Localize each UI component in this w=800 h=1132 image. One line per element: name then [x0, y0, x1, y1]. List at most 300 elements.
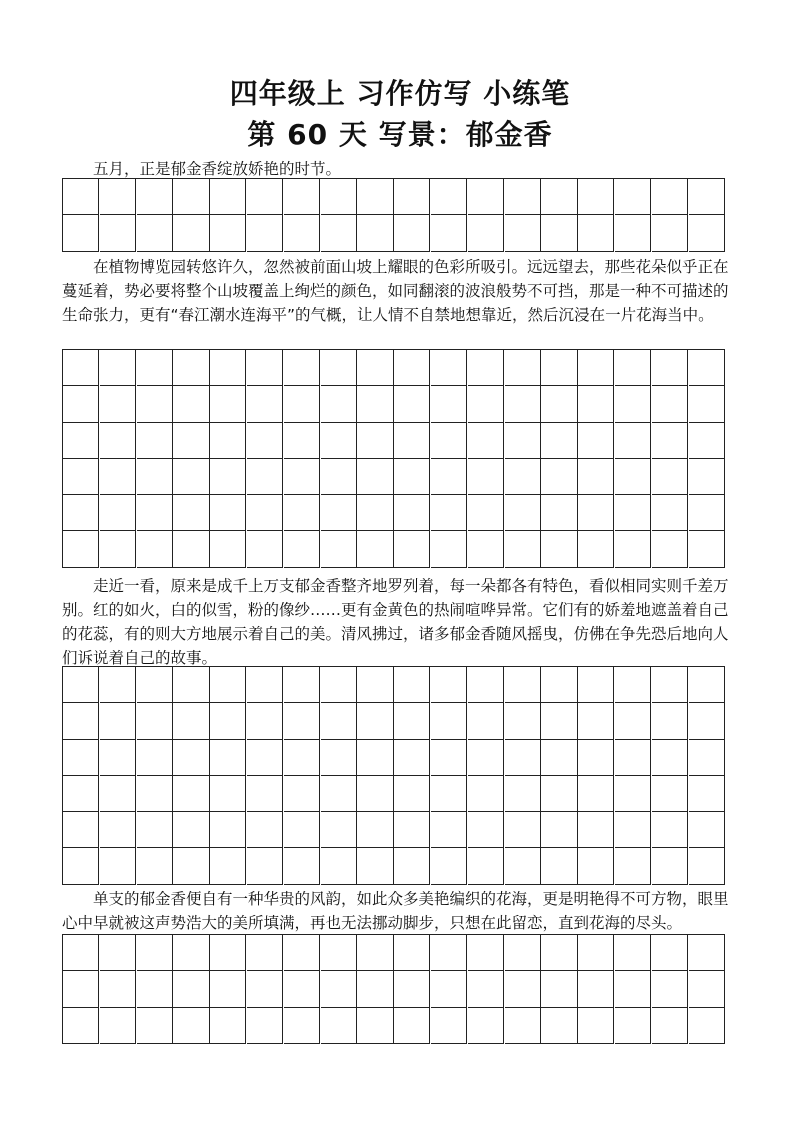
grid-cell[interactable] — [578, 971, 614, 1007]
grid-cell[interactable] — [321, 935, 357, 971]
grid-cell[interactable] — [100, 971, 136, 1007]
grid-cell[interactable] — [284, 740, 320, 776]
grid-cell[interactable] — [541, 740, 577, 776]
grid-cell[interactable] — [431, 1008, 467, 1044]
grid-cell[interactable] — [689, 459, 725, 495]
grid-cell[interactable] — [394, 740, 430, 776]
grid-cell[interactable] — [137, 386, 173, 422]
grid-cell[interactable] — [505, 667, 541, 703]
grid-cell[interactable] — [689, 423, 725, 459]
grid-cell[interactable] — [100, 740, 136, 776]
grid-cell[interactable] — [394, 848, 430, 884]
grid-cell[interactable] — [247, 848, 283, 884]
grid-cell[interactable] — [137, 740, 173, 776]
grid-cell[interactable] — [321, 1008, 357, 1044]
grid-cell[interactable] — [468, 459, 504, 495]
grid-cell[interactable] — [689, 776, 725, 812]
grid-cell[interactable] — [137, 971, 173, 1007]
grid-cell[interactable] — [210, 423, 246, 459]
grid-cell[interactable] — [247, 1008, 283, 1044]
grid-cell[interactable] — [431, 531, 467, 567]
grid-cell[interactable] — [284, 812, 320, 848]
grid-cell[interactable] — [689, 848, 725, 884]
grid-cell[interactable] — [652, 423, 688, 459]
grid-cell[interactable] — [541, 848, 577, 884]
grid-cell[interactable] — [505, 1008, 541, 1044]
grid-cell[interactable] — [137, 350, 173, 386]
grid-cell[interactable] — [63, 848, 99, 884]
grid-cell[interactable] — [578, 848, 614, 884]
grid-cell[interactable] — [284, 350, 320, 386]
grid-cell[interactable] — [394, 703, 430, 739]
grid-cell[interactable] — [63, 386, 99, 422]
grid-cell[interactable] — [431, 703, 467, 739]
grid-cell[interactable] — [357, 350, 393, 386]
grid-cell[interactable] — [63, 531, 99, 567]
grid-cell[interactable] — [284, 215, 320, 251]
grid-cell[interactable] — [173, 386, 209, 422]
grid-cell[interactable] — [357, 935, 393, 971]
grid-cell[interactable] — [541, 1008, 577, 1044]
grid-cell[interactable] — [284, 848, 320, 884]
grid-cell[interactable] — [505, 215, 541, 251]
grid-cell[interactable] — [615, 703, 651, 739]
grid-cell[interactable] — [615, 935, 651, 971]
grid-cell[interactable] — [357, 386, 393, 422]
grid-cell[interactable] — [321, 776, 357, 812]
grid-cell[interactable] — [63, 935, 99, 971]
grid-cell[interactable] — [321, 531, 357, 567]
grid-cell[interactable] — [578, 386, 614, 422]
grid-cell[interactable] — [652, 495, 688, 531]
grid-cell[interactable] — [468, 776, 504, 812]
grid-cell[interactable] — [505, 848, 541, 884]
grid-cell[interactable] — [394, 215, 430, 251]
grid-cell[interactable] — [652, 848, 688, 884]
grid-cell[interactable] — [100, 423, 136, 459]
grid-cell[interactable] — [468, 386, 504, 422]
grid-cell[interactable] — [578, 740, 614, 776]
grid-cell[interactable] — [431, 386, 467, 422]
grid-cell[interactable] — [357, 423, 393, 459]
grid-cell[interactable] — [247, 386, 283, 422]
grid-cell[interactable] — [431, 495, 467, 531]
grid-cell[interactable] — [210, 848, 246, 884]
grid-cell[interactable] — [284, 179, 320, 215]
grid-cell[interactable] — [100, 495, 136, 531]
grid-cell[interactable] — [505, 776, 541, 812]
grid-cell[interactable] — [284, 703, 320, 739]
grid-cell[interactable] — [173, 812, 209, 848]
grid-cell[interactable] — [137, 531, 173, 567]
grid-cell[interactable] — [468, 531, 504, 567]
grid-cell[interactable] — [321, 848, 357, 884]
grid-cell[interactable] — [394, 812, 430, 848]
grid-cell[interactable] — [541, 179, 577, 215]
grid-cell[interactable] — [210, 531, 246, 567]
grid-cell[interactable] — [689, 1008, 725, 1044]
grid-cell[interactable] — [431, 971, 467, 1007]
grid-cell[interactable] — [578, 495, 614, 531]
grid-cell[interactable] — [357, 1008, 393, 1044]
grid-cell[interactable] — [431, 776, 467, 812]
grid-cell[interactable] — [63, 179, 99, 215]
grid-cell[interactable] — [615, 423, 651, 459]
grid-cell[interactable] — [210, 179, 246, 215]
grid-cell[interactable] — [63, 703, 99, 739]
grid-cell[interactable] — [468, 667, 504, 703]
grid-cell[interactable] — [63, 495, 99, 531]
grid-cell[interactable] — [173, 179, 209, 215]
grid-cell[interactable] — [137, 1008, 173, 1044]
grid-cell[interactable] — [63, 350, 99, 386]
grid-cell[interactable] — [247, 667, 283, 703]
grid-cell[interactable] — [100, 848, 136, 884]
grid-cell[interactable] — [615, 776, 651, 812]
grid-cell[interactable] — [173, 740, 209, 776]
grid-cell[interactable] — [321, 971, 357, 1007]
grid-cell[interactable] — [100, 776, 136, 812]
grid-cell[interactable] — [210, 1008, 246, 1044]
grid-cell[interactable] — [63, 740, 99, 776]
grid-cell[interactable] — [137, 215, 173, 251]
grid-cell[interactable] — [505, 935, 541, 971]
grid-cell[interactable] — [173, 350, 209, 386]
grid-cell[interactable] — [394, 971, 430, 1007]
grid-cell[interactable] — [357, 812, 393, 848]
grid-cell[interactable] — [431, 350, 467, 386]
grid-cell[interactable] — [210, 703, 246, 739]
grid-cell[interactable] — [210, 971, 246, 1007]
grid-cell[interactable] — [541, 215, 577, 251]
grid-cell[interactable] — [100, 812, 136, 848]
grid-cell[interactable] — [210, 812, 246, 848]
grid-cell[interactable] — [321, 215, 357, 251]
grid-cell[interactable] — [652, 812, 688, 848]
grid-cell[interactable] — [468, 971, 504, 1007]
grid-cell[interactable] — [247, 423, 283, 459]
grid-cell[interactable] — [431, 423, 467, 459]
grid-cell[interactable] — [652, 179, 688, 215]
grid-cell[interactable] — [505, 350, 541, 386]
grid-cell[interactable] — [173, 423, 209, 459]
grid-cell[interactable] — [578, 215, 614, 251]
grid-cell[interactable] — [63, 215, 99, 251]
grid-cell[interactable] — [357, 215, 393, 251]
grid-cell[interactable] — [505, 703, 541, 739]
grid-cell[interactable] — [357, 459, 393, 495]
grid-cell[interactable] — [615, 667, 651, 703]
grid-cell[interactable] — [357, 495, 393, 531]
grid-cell[interactable] — [541, 667, 577, 703]
grid-cell[interactable] — [652, 459, 688, 495]
grid-cell[interactable] — [357, 531, 393, 567]
grid-cell[interactable] — [541, 531, 577, 567]
grid-cell[interactable] — [431, 935, 467, 971]
grid-cell[interactable] — [468, 179, 504, 215]
grid-cell[interactable] — [137, 776, 173, 812]
grid-cell[interactable] — [321, 350, 357, 386]
grid-cell[interactable] — [247, 740, 283, 776]
grid-cell[interactable] — [173, 667, 209, 703]
grid-cell[interactable] — [689, 386, 725, 422]
grid-cell[interactable] — [247, 179, 283, 215]
grid-cell[interactable] — [63, 667, 99, 703]
grid-cell[interactable] — [357, 667, 393, 703]
grid-cell[interactable] — [321, 812, 357, 848]
grid-cell[interactable] — [541, 776, 577, 812]
grid-cell[interactable] — [173, 1008, 209, 1044]
grid-cell[interactable] — [357, 179, 393, 215]
grid-cell[interactable] — [321, 179, 357, 215]
grid-cell[interactable] — [247, 531, 283, 567]
grid-cell[interactable] — [505, 495, 541, 531]
grid-cell[interactable] — [100, 667, 136, 703]
grid-cell[interactable] — [689, 495, 725, 531]
grid-cell[interactable] — [321, 423, 357, 459]
grid-cell[interactable] — [100, 459, 136, 495]
grid-cell[interactable] — [689, 971, 725, 1007]
grid-cell[interactable] — [578, 703, 614, 739]
grid-cell[interactable] — [652, 740, 688, 776]
grid-cell[interactable] — [100, 386, 136, 422]
grid-cell[interactable] — [63, 459, 99, 495]
grid-cell[interactable] — [100, 215, 136, 251]
grid-cell[interactable] — [505, 531, 541, 567]
grid-cell[interactable] — [284, 1008, 320, 1044]
grid-cell[interactable] — [578, 423, 614, 459]
writing-grid-1[interactable] — [62, 178, 725, 252]
grid-cell[interactable] — [394, 1008, 430, 1044]
grid-cell[interactable] — [321, 667, 357, 703]
grid-cell[interactable] — [468, 1008, 504, 1044]
grid-cell[interactable] — [394, 179, 430, 215]
grid-cell[interactable] — [468, 215, 504, 251]
grid-cell[interactable] — [247, 812, 283, 848]
grid-cell[interactable] — [615, 386, 651, 422]
grid-cell[interactable] — [137, 423, 173, 459]
grid-cell[interactable] — [652, 215, 688, 251]
grid-cell[interactable] — [541, 386, 577, 422]
grid-cell[interactable] — [468, 935, 504, 971]
grid-cell[interactable] — [505, 423, 541, 459]
grid-cell[interactable] — [321, 386, 357, 422]
grid-cell[interactable] — [63, 971, 99, 1007]
grid-cell[interactable] — [652, 531, 688, 567]
grid-cell[interactable] — [689, 703, 725, 739]
grid-cell[interactable] — [210, 667, 246, 703]
grid-cell[interactable] — [578, 531, 614, 567]
grid-cell[interactable] — [247, 935, 283, 971]
grid-cell[interactable] — [689, 531, 725, 567]
grid-cell[interactable] — [284, 531, 320, 567]
grid-cell[interactable] — [505, 459, 541, 495]
grid-cell[interactable] — [615, 1008, 651, 1044]
grid-cell[interactable] — [284, 971, 320, 1007]
grid-cell[interactable] — [284, 495, 320, 531]
grid-cell[interactable] — [247, 971, 283, 1007]
grid-cell[interactable] — [210, 459, 246, 495]
grid-cell[interactable] — [63, 1008, 99, 1044]
grid-cell[interactable] — [615, 459, 651, 495]
grid-cell[interactable] — [394, 459, 430, 495]
grid-cell[interactable] — [652, 971, 688, 1007]
grid-cell[interactable] — [652, 1008, 688, 1044]
grid-cell[interactable] — [284, 386, 320, 422]
grid-cell[interactable] — [357, 740, 393, 776]
grid-cell[interactable] — [137, 459, 173, 495]
grid-cell[interactable] — [689, 179, 725, 215]
grid-cell[interactable] — [468, 740, 504, 776]
grid-cell[interactable] — [394, 386, 430, 422]
grid-cell[interactable] — [652, 667, 688, 703]
grid-cell[interactable] — [615, 848, 651, 884]
grid-cell[interactable] — [541, 812, 577, 848]
grid-cell[interactable] — [578, 776, 614, 812]
grid-cell[interactable] — [63, 776, 99, 812]
grid-cell[interactable] — [321, 459, 357, 495]
grid-cell[interactable] — [321, 740, 357, 776]
grid-cell[interactable] — [431, 740, 467, 776]
grid-cell[interactable] — [137, 812, 173, 848]
grid-cell[interactable] — [394, 935, 430, 971]
grid-cell[interactable] — [505, 386, 541, 422]
grid-cell[interactable] — [357, 703, 393, 739]
grid-cell[interactable] — [100, 703, 136, 739]
grid-cell[interactable] — [394, 350, 430, 386]
grid-cell[interactable] — [468, 423, 504, 459]
grid-cell[interactable] — [247, 703, 283, 739]
grid-cell[interactable] — [210, 495, 246, 531]
grid-cell[interactable] — [100, 531, 136, 567]
grid-cell[interactable] — [173, 495, 209, 531]
grid-cell[interactable] — [689, 740, 725, 776]
grid-cell[interactable] — [468, 703, 504, 739]
grid-cell[interactable] — [431, 848, 467, 884]
grid-cell[interactable] — [615, 531, 651, 567]
grid-cell[interactable] — [652, 935, 688, 971]
grid-cell[interactable] — [652, 350, 688, 386]
grid-cell[interactable] — [431, 459, 467, 495]
grid-cell[interactable] — [541, 423, 577, 459]
grid-cell[interactable] — [578, 350, 614, 386]
grid-cell[interactable] — [505, 740, 541, 776]
grid-cell[interactable] — [541, 935, 577, 971]
grid-cell[interactable] — [173, 971, 209, 1007]
grid-cell[interactable] — [137, 179, 173, 215]
grid-cell[interactable] — [652, 703, 688, 739]
grid-cell[interactable] — [173, 935, 209, 971]
grid-cell[interactable] — [541, 495, 577, 531]
grid-cell[interactable] — [468, 350, 504, 386]
writing-grid-3[interactable] — [62, 666, 725, 885]
grid-cell[interactable] — [394, 423, 430, 459]
grid-cell[interactable] — [137, 495, 173, 531]
grid-cell[interactable] — [173, 776, 209, 812]
grid-cell[interactable] — [615, 179, 651, 215]
grid-cell[interactable] — [210, 935, 246, 971]
grid-cell[interactable] — [357, 971, 393, 1007]
grid-cell[interactable] — [137, 935, 173, 971]
grid-cell[interactable] — [321, 703, 357, 739]
grid-cell[interactable] — [578, 935, 614, 971]
grid-cell[interactable] — [284, 776, 320, 812]
writing-grid-2[interactable] — [62, 349, 725, 568]
grid-cell[interactable] — [689, 350, 725, 386]
grid-cell[interactable] — [468, 848, 504, 884]
grid-cell[interactable] — [652, 776, 688, 812]
grid-cell[interactable] — [210, 215, 246, 251]
grid-cell[interactable] — [210, 386, 246, 422]
grid-cell[interactable] — [615, 740, 651, 776]
grid-cell[interactable] — [210, 776, 246, 812]
grid-cell[interactable] — [357, 776, 393, 812]
grid-cell[interactable] — [615, 215, 651, 251]
grid-cell[interactable] — [284, 935, 320, 971]
grid-cell[interactable] — [689, 667, 725, 703]
grid-cell[interactable] — [431, 215, 467, 251]
grid-cell[interactable] — [394, 667, 430, 703]
grid-cell[interactable] — [173, 531, 209, 567]
grid-cell[interactable] — [578, 1008, 614, 1044]
grid-cell[interactable] — [284, 667, 320, 703]
grid-cell[interactable] — [284, 459, 320, 495]
grid-cell[interactable] — [615, 812, 651, 848]
grid-cell[interactable] — [505, 812, 541, 848]
grid-cell[interactable] — [394, 776, 430, 812]
grid-cell[interactable] — [63, 423, 99, 459]
grid-cell[interactable] — [578, 667, 614, 703]
grid-cell[interactable] — [394, 495, 430, 531]
grid-cell[interactable] — [100, 1008, 136, 1044]
grid-cell[interactable] — [468, 812, 504, 848]
grid-cell[interactable] — [357, 848, 393, 884]
grid-cell[interactable] — [173, 703, 209, 739]
grid-cell[interactable] — [431, 812, 467, 848]
grid-cell[interactable] — [137, 848, 173, 884]
grid-cell[interactable] — [100, 350, 136, 386]
grid-cell[interactable] — [63, 812, 99, 848]
grid-cell[interactable] — [394, 531, 430, 567]
grid-cell[interactable] — [210, 350, 246, 386]
grid-cell[interactable] — [431, 179, 467, 215]
grid-cell[interactable] — [505, 971, 541, 1007]
grid-cell[interactable] — [615, 495, 651, 531]
grid-cell[interactable] — [615, 971, 651, 1007]
grid-cell[interactable] — [100, 935, 136, 971]
grid-cell[interactable] — [284, 423, 320, 459]
grid-cell[interactable] — [652, 386, 688, 422]
writing-grid-4[interactable] — [62, 934, 725, 1044]
grid-cell[interactable] — [247, 776, 283, 812]
grid-cell[interactable] — [578, 812, 614, 848]
grid-cell[interactable] — [100, 179, 136, 215]
grid-cell[interactable] — [689, 812, 725, 848]
grid-cell[interactable] — [137, 703, 173, 739]
grid-cell[interactable] — [578, 459, 614, 495]
grid-cell[interactable] — [321, 495, 357, 531]
grid-cell[interactable] — [505, 179, 541, 215]
grid-cell[interactable] — [541, 703, 577, 739]
grid-cell[interactable] — [468, 495, 504, 531]
grid-cell[interactable] — [173, 848, 209, 884]
grid-cell[interactable] — [247, 215, 283, 251]
grid-cell[interactable] — [541, 459, 577, 495]
grid-cell[interactable] — [173, 215, 209, 251]
grid-cell[interactable] — [247, 459, 283, 495]
grid-cell[interactable] — [689, 935, 725, 971]
grid-cell[interactable] — [615, 350, 651, 386]
